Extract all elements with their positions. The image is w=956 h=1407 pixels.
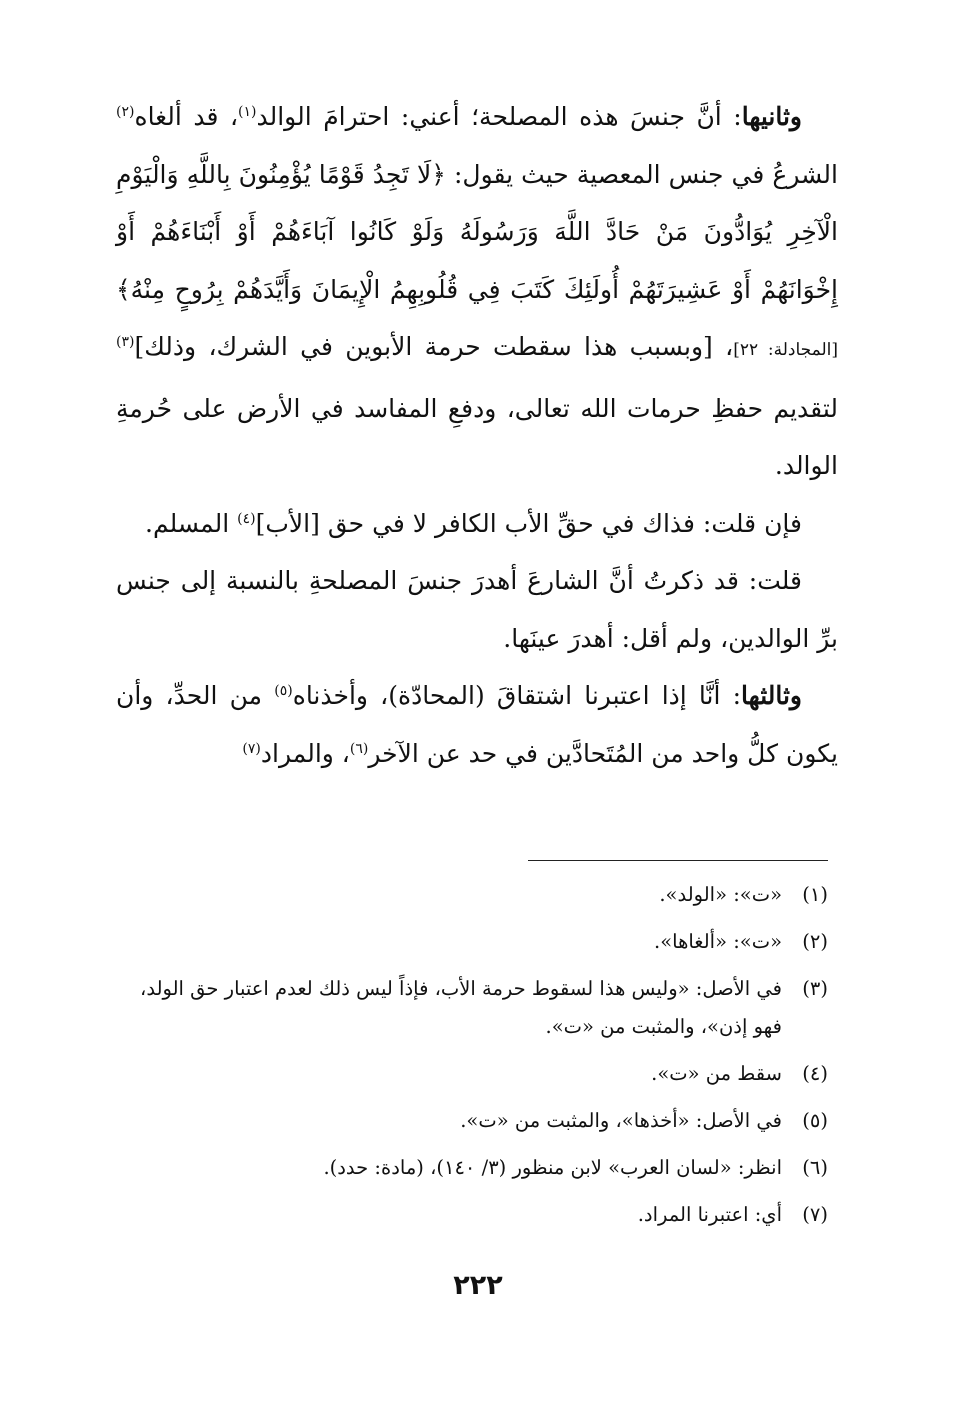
footnote-item bbox=[116, 876, 828, 914]
footnote-marker: (٣) bbox=[116, 334, 135, 350]
footnote-number: (٢) bbox=[802, 930, 828, 953]
footnote-marker: (٦) bbox=[349, 740, 369, 757]
paragraph-text: الشرعُ في جنس المعصية حيث يقول: bbox=[445, 159, 838, 189]
footnote-text: «ت»: «الولد». bbox=[659, 883, 782, 906]
paragraph-text: من الحدِّ، وأن يكون كلُّ واحد من المُتَحادَّين في حد عن الآخر bbox=[116, 681, 838, 768]
footnotes bbox=[116, 876, 828, 1243]
paragraph-text: المسلم. bbox=[145, 508, 238, 538]
footnote-text: في الأصل: «وليس هذا لسقوط حرمة الأب، فإذاً ليس ذلك لعدم اعتبار حق الولد، فهو إذن»، والمثبت من «ت». bbox=[140, 977, 782, 1038]
footnote-marker: (١) bbox=[238, 104, 257, 120]
footnote-item bbox=[116, 970, 828, 1046]
footnote-number: (٤) bbox=[802, 1062, 828, 1085]
footnote-marker: (٧) bbox=[242, 740, 261, 757]
paragraph-text: : أنَّا إذا اعتبرنا اشتقاقَ (المحادّة)، وأخذناه bbox=[292, 681, 742, 710]
footnote-number: (٧) bbox=[802, 1203, 828, 1226]
footnote-divider bbox=[528, 860, 828, 861]
paragraph-text: لتقديم حفظِ حرمات الله تعالى، ودفعِ المفاسد في الأرض على حُرمةِ الوالد. bbox=[116, 393, 838, 480]
page-number: ٢٢٢ bbox=[453, 1270, 503, 1301]
footnote-item bbox=[116, 1055, 828, 1093]
verse-reference: [المجادلة: ٢٢] bbox=[733, 340, 838, 360]
footnote-item bbox=[116, 1149, 828, 1187]
footnote-item bbox=[116, 1196, 828, 1234]
paragraph-text: : أنَّ جنسَ هذه المصلحة؛ أعني: احترامَ الوالد bbox=[256, 102, 742, 131]
footnote-text: في الأصل: «أخذها»، والمثبت من «ت». bbox=[460, 1109, 782, 1132]
paragraph-text: فإن قلت: فذاك في حقِّ الأب الكافر لا في حق [الأب] bbox=[255, 508, 802, 538]
footnote-text: سقط من «ت». bbox=[651, 1062, 782, 1085]
paragraph-1 bbox=[116, 88, 838, 495]
footnote-text: أي: اعتبرنا المراد. bbox=[637, 1203, 782, 1226]
paragraph-lead: وثانيها bbox=[741, 102, 802, 131]
footnote-number: (٣) bbox=[802, 977, 828, 1000]
footnote-marker: (٥) bbox=[274, 683, 293, 699]
footnote-marker: (٤) bbox=[237, 510, 256, 527]
footnote-number: (١) bbox=[802, 883, 828, 906]
paragraph-2 bbox=[116, 495, 838, 553]
footnote-number: (٦) bbox=[802, 1156, 828, 1179]
paragraph-text: ، والمراد bbox=[260, 738, 350, 768]
footnote-item bbox=[116, 1102, 828, 1140]
paragraph-4 bbox=[116, 667, 838, 782]
footnote-text: «ت»: «ألغاها». bbox=[654, 930, 782, 953]
footnote-marker: (٢) bbox=[116, 104, 135, 120]
paragraph-text: قلت: قد ذكرتُ أنَّ الشارعَ أهدرَ جنسَ المصلحةِ بالنسبة إلى جنس برِّ الوالدين، ولم أقل: أهدرَ عينَها. bbox=[116, 566, 838, 653]
footnote-number: (٥) bbox=[802, 1109, 828, 1132]
main-text bbox=[116, 88, 838, 782]
footnote-text: انظر: «لسان العرب» لابن منظور (٣/ ١٤٠)، (مادة: حدد). bbox=[323, 1156, 782, 1179]
paragraph-text: ، قد ألغاه bbox=[134, 102, 239, 131]
paragraph-lead: وثالثها bbox=[741, 681, 802, 710]
quran-verse: ﴿لَا تَجِدُ قَوْمًا يُؤْمِنُونَ بِاللَّهِ وَالْيَوْمِ الْآخِرِ يُوَادُّونَ مَنْ حَادَّ اللَّهَ وَرَسُولَهُ وَلَوْ كَانُوا آبَاءَهُمْ أَوْ أَبْنَاءَهُمْ أَوْ إِخْوَانَهُمْ أَوْ عَشِيرَتَهُمْ أُولَئِكَ كَتَبَ فِي قُلُوبِهِمُ الْإِيمَانَ وَأَيَّدَهُمْ بِرُوحٍ مِنْهُ﴾ bbox=[116, 159, 838, 304]
paragraph-text: ، [وبسبب هذا سقطت حرمة الأبوين في الشرك، وذلك] bbox=[134, 332, 734, 361]
paragraph-3 bbox=[116, 552, 838, 667]
footnote-item bbox=[116, 923, 828, 961]
